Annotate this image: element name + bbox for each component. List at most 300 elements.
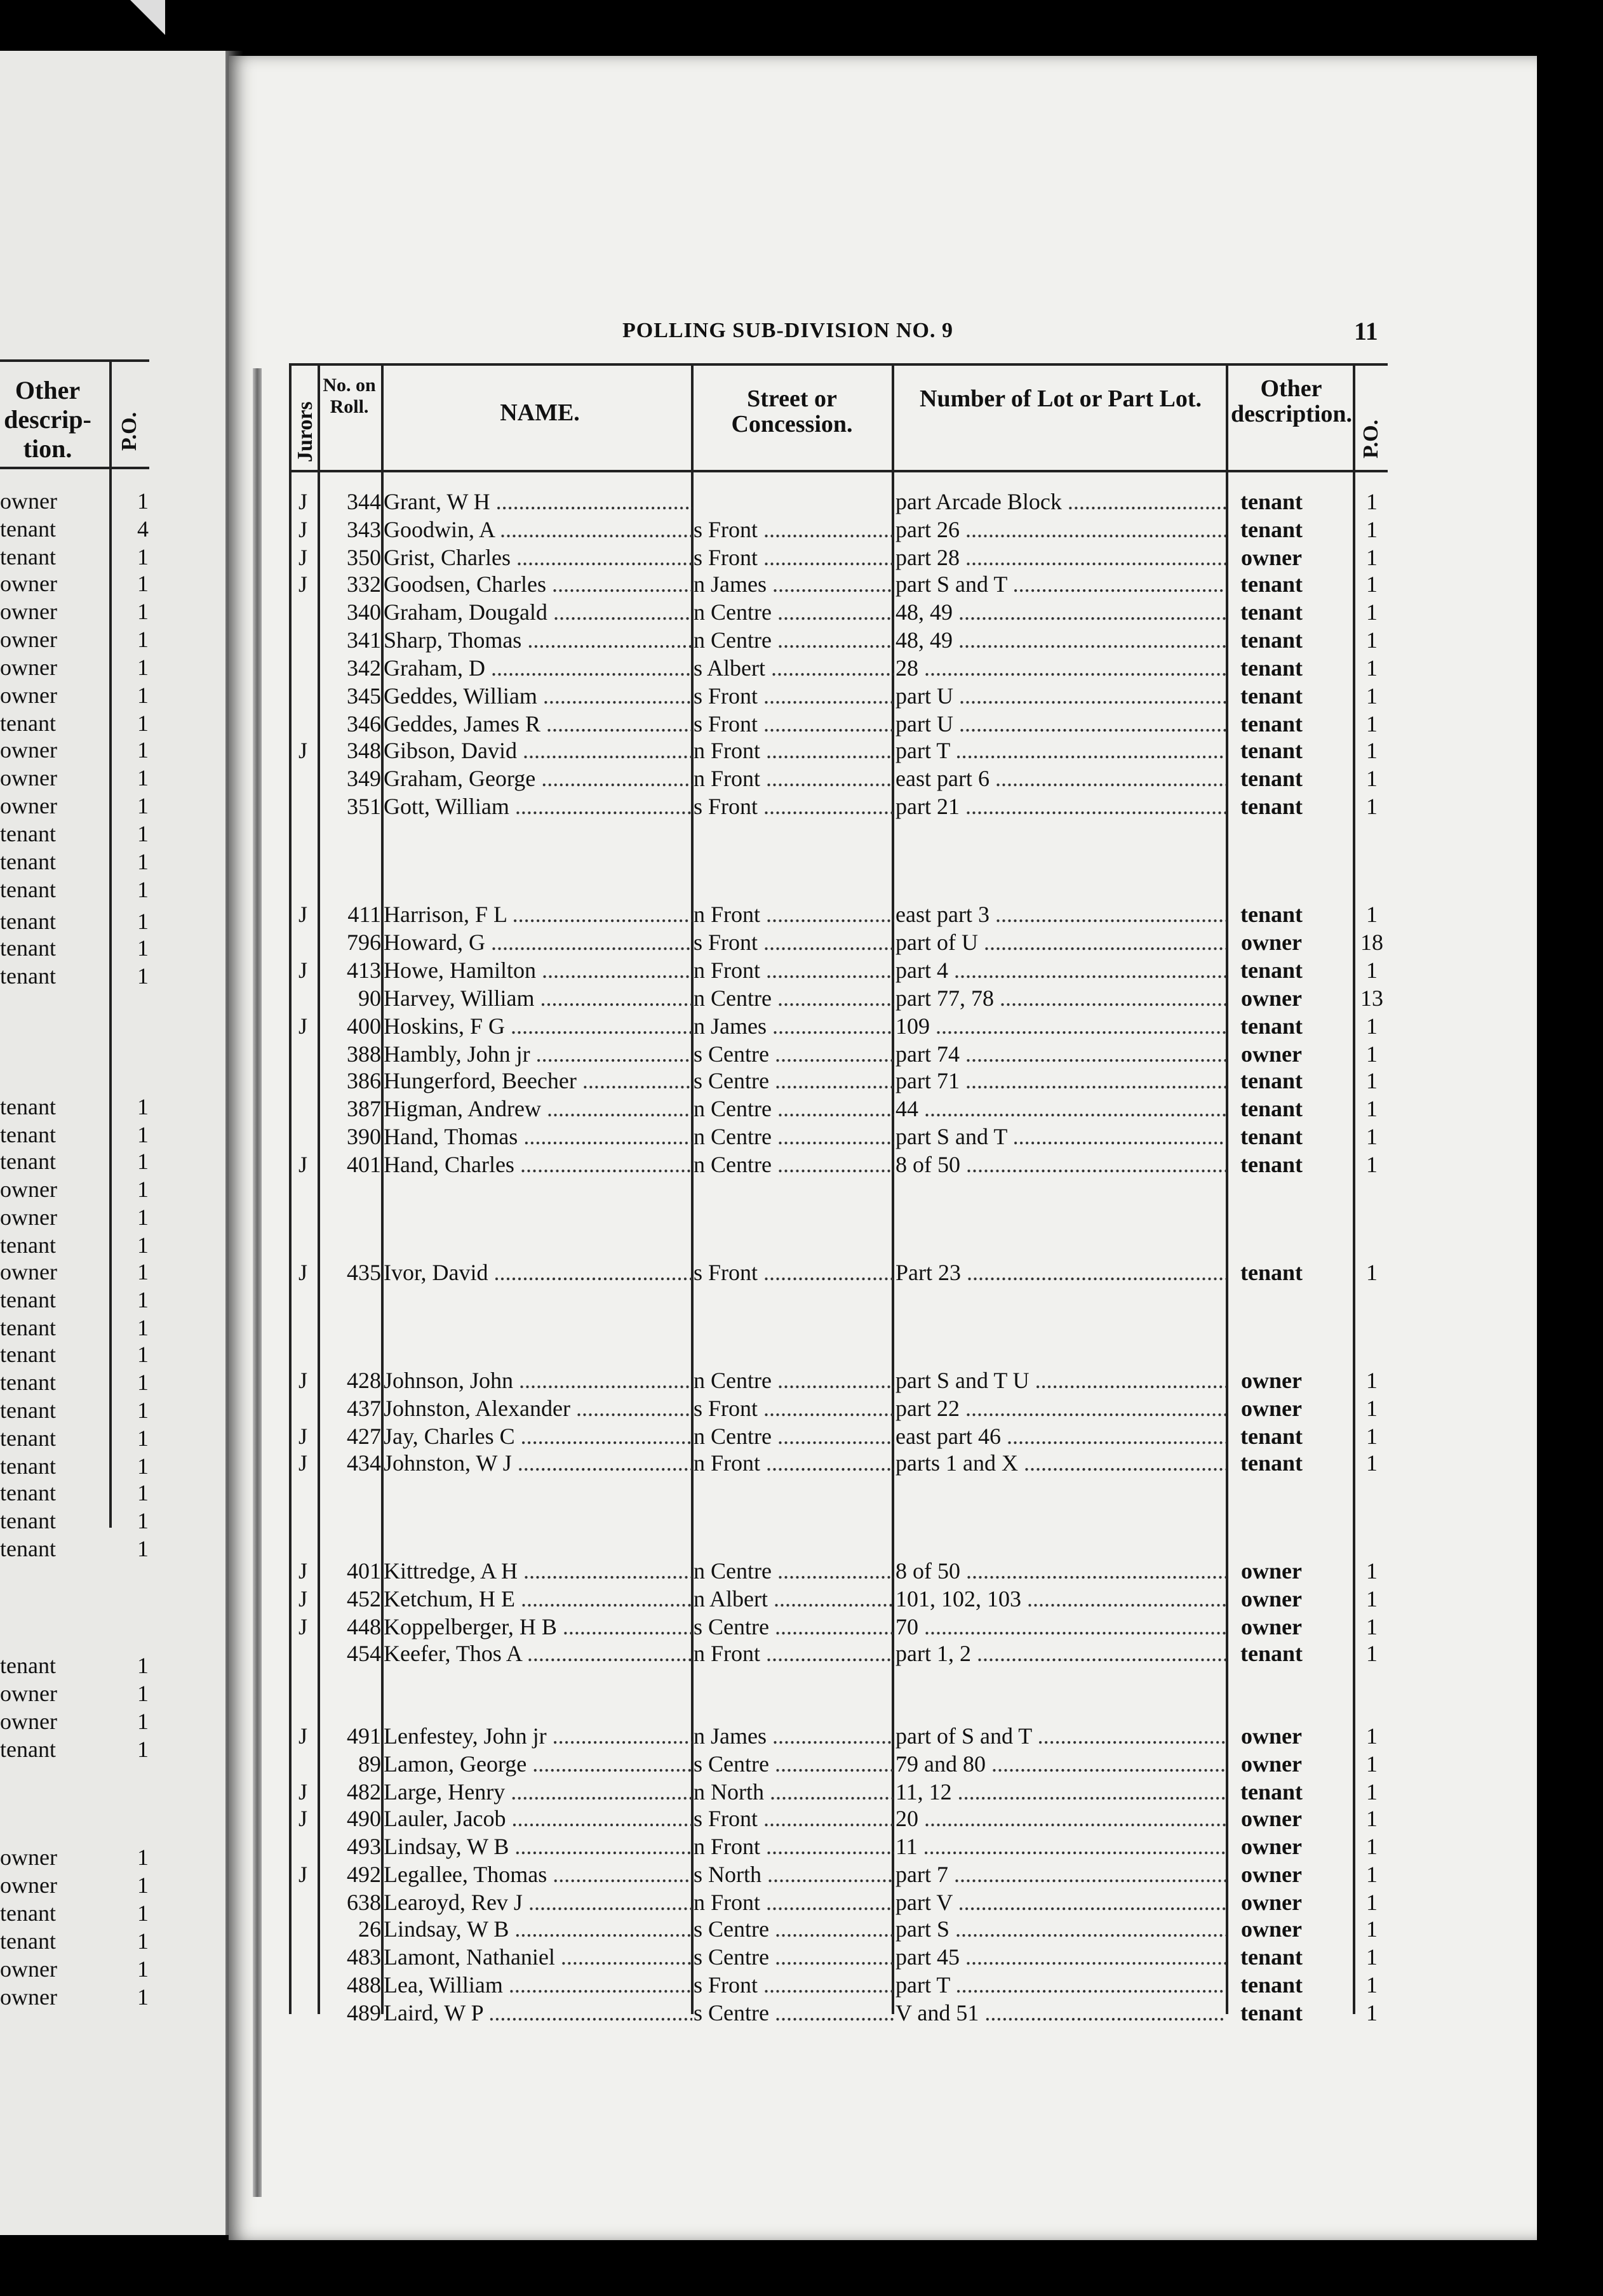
voter-name: Graham, Dougald ..... (384, 598, 692, 626)
other-description: tenant (1240, 571, 1303, 597)
roll-number: 490 (347, 1806, 381, 1831)
left-po-number: 1 (137, 1845, 149, 1870)
lot-number: east part 46 ..... (895, 1422, 1226, 1450)
street-concession: s Front ..... (694, 1805, 894, 1832)
roll-number: 89 (358, 1751, 381, 1777)
header-name: NAME. (500, 399, 580, 426)
lot-number: part 4 ..... (895, 956, 1226, 984)
left-po-header: P.O. (117, 411, 141, 451)
other-description: tenant (1240, 1424, 1303, 1449)
roll-number: 796 (347, 930, 381, 955)
left-po-number: 1 (137, 1480, 149, 1505)
other-description: owner (1241, 1806, 1302, 1831)
other-description: owner (1241, 930, 1302, 955)
left-description: tenant (0, 1094, 56, 1119)
juror-mark: J (298, 1862, 307, 1887)
juror-mark: J (298, 1586, 307, 1612)
other-description: owner (1241, 1368, 1302, 1393)
roll-number: 386 (347, 1068, 381, 1093)
voter-name: Ketchum, H E ..... (384, 1585, 692, 1613)
voter-name: Johnston, Alexander ..... (384, 1394, 692, 1422)
juror-mark: J (298, 1013, 307, 1039)
po-number: 1 (1366, 1944, 1378, 1970)
left-description: owner (0, 571, 57, 596)
lot-number: part of S and T ..... (895, 1722, 1226, 1750)
po-number: 1 (1366, 1424, 1378, 1449)
roll-number: 638 (347, 1890, 381, 1915)
roll-number: 437 (347, 1396, 381, 1421)
table-header-rule (289, 470, 1388, 472)
street-concession: s Front ..... (694, 516, 894, 544)
roll-number: 452 (347, 1586, 381, 1612)
lot-number: part S and T U ..... (895, 1366, 1226, 1394)
street-concession: s Centre ..... (694, 1040, 894, 1068)
voter-name: Lamont, Nathaniel ..... (384, 1943, 692, 1971)
left-po-number: 1 (137, 935, 149, 961)
voter-name: Hand, Thomas ..... (384, 1123, 692, 1151)
po-number: 1 (1366, 1890, 1378, 1915)
other-description: tenant (1240, 655, 1303, 681)
lot-number: 20 ..... (895, 1805, 1226, 1832)
other-description: tenant (1240, 1450, 1303, 1476)
roll-number: 491 (347, 1723, 381, 1749)
other-description: tenant (1240, 1779, 1303, 1805)
voter-name: Howe, Hamilton ..... (384, 956, 692, 984)
roll-number: 351 (347, 794, 381, 819)
po-number: 1 (1366, 711, 1378, 737)
po-number: 1 (1366, 1862, 1378, 1887)
left-po-number: 1 (137, 683, 149, 708)
lot-number: part of U ..... (895, 928, 1226, 956)
other-description: owner (1241, 1558, 1302, 1584)
street-concession: n Centre ..... (694, 1151, 894, 1178)
roll-number: 428 (347, 1368, 381, 1393)
left-po-number: 1 (137, 793, 149, 818)
street-concession: n James ..... (694, 1012, 894, 1040)
roll-number: 482 (347, 1779, 381, 1805)
left-description: tenant (0, 877, 56, 902)
po-number: 1 (1366, 1586, 1378, 1612)
left-po-number: 1 (137, 1315, 149, 1340)
other-description: owner (1241, 1751, 1302, 1777)
voter-name: Harrison, F L ..... (384, 900, 692, 928)
lot-number: part 7 ..... (895, 1860, 1226, 1888)
lot-number: part S and T ..... (895, 570, 1226, 598)
street-concession: n Centre ..... (694, 1095, 894, 1123)
roll-number: 411 (347, 902, 381, 927)
street-concession: s Front ..... (694, 1394, 894, 1422)
po-number: 1 (1366, 599, 1378, 625)
po-number: 1 (1366, 545, 1378, 570)
other-description: owner (1241, 1916, 1302, 1942)
roll-number: 413 (347, 958, 381, 983)
other-description: owner (1241, 1041, 1302, 1067)
roll-number: 435 (347, 1260, 381, 1285)
voter-name: Koppelberger, H B ..... (384, 1613, 692, 1641)
street-concession: n Centre ..... (694, 1123, 894, 1151)
lot-number: part 74 ..... (895, 1040, 1226, 1068)
left-po-number: 1 (137, 1370, 149, 1395)
voter-name: Hoskins, F G ..... (384, 1012, 692, 1040)
po-number: 1 (1366, 794, 1378, 819)
left-po-number: 1 (137, 655, 149, 680)
juror-mark: J (298, 1424, 307, 1449)
street-concession: s Front ..... (694, 928, 894, 956)
voter-name: Hungerford, Beecher ..... (384, 1067, 692, 1095)
left-description: owner (0, 627, 57, 652)
other-description: tenant (1240, 683, 1303, 709)
lot-number: east part 3 ..... (895, 900, 1226, 928)
roll-number: 345 (347, 683, 381, 709)
left-top-rule (0, 359, 149, 362)
left-po-number: 1 (137, 877, 149, 902)
left-description: owner (0, 1681, 57, 1706)
left-description: tenant (0, 711, 56, 736)
left-description: tenant (0, 1315, 56, 1340)
left-description: tenant (0, 963, 56, 989)
po-number: 1 (1366, 1124, 1378, 1149)
left-po-number: 4 (137, 516, 149, 542)
left-description: owner (0, 1205, 57, 1230)
roll-number: 400 (347, 1013, 381, 1039)
left-description: tenant (0, 1508, 56, 1533)
left-po-number: 1 (137, 1287, 149, 1312)
po-number: 1 (1366, 1614, 1378, 1639)
other-description: owner (1241, 1396, 1302, 1421)
voter-name: Goodwin, A ..... (384, 516, 692, 544)
roll-number: 488 (347, 1972, 381, 1998)
lot-number: part T ..... (895, 737, 1226, 764)
lot-number: 109 ..... (895, 1012, 1226, 1040)
left-po-number: 1 (137, 1653, 149, 1678)
juror-mark: J (298, 1779, 307, 1805)
roll-number: 493 (347, 1834, 381, 1859)
lot-number: part S and T ..... (895, 1123, 1226, 1151)
left-description: owner (0, 1872, 57, 1898)
po-number: 1 (1366, 1972, 1378, 1998)
left-description: tenant (0, 1928, 56, 1954)
other-description: tenant (1240, 738, 1303, 763)
other-description: tenant (1240, 627, 1303, 653)
other-description: tenant (1240, 1944, 1303, 1970)
header-po: P.O. (1359, 419, 1383, 458)
left-po-number: 1 (137, 1956, 149, 1982)
left-description: tenant (0, 909, 56, 934)
roll-number: 348 (347, 738, 381, 763)
lot-number: part 26 ..... (895, 516, 1226, 544)
left-header-rule (0, 467, 149, 469)
street-concession: n James ..... (694, 1722, 894, 1750)
left-po-number: 1 (137, 1259, 149, 1285)
lot-number: part 22 ..... (895, 1394, 1226, 1422)
po-number: 1 (1366, 738, 1378, 763)
lot-number: part U ..... (895, 710, 1226, 738)
left-po-number: 1 (137, 1737, 149, 1762)
lot-number: 11, 12 ..... (895, 1778, 1226, 1806)
lot-number: part Arcade Block ..... (895, 488, 1226, 516)
street-concession: s Front ..... (694, 792, 894, 820)
left-po-number: 1 (137, 765, 149, 791)
left-po-number: 1 (137, 544, 149, 570)
voter-name: Hand, Charles ..... (384, 1151, 692, 1178)
other-description: owner (1241, 1862, 1302, 1887)
left-description: tenant (0, 1122, 56, 1147)
voter-name: Grant, W H ..... (384, 488, 692, 516)
juror-mark: J (298, 902, 307, 927)
left-po-number: 1 (137, 1453, 149, 1479)
corner-mark-icon (130, 0, 165, 35)
roll-number: 340 (347, 599, 381, 625)
left-desc-divider (109, 359, 112, 1528)
left-po-number: 1 (137, 1149, 149, 1174)
left-description: owner (0, 1177, 57, 1202)
po-number: 1 (1366, 1368, 1378, 1393)
left-description: tenant (0, 821, 56, 846)
voter-name: Learoyd, Rev J ..... (384, 1888, 692, 1916)
roll-number: 387 (347, 1096, 381, 1121)
lot-number: part 21 ..... (895, 792, 1226, 820)
left-description: owner (0, 655, 57, 680)
divider-po (1353, 363, 1355, 2014)
lot-number: 11 ..... (895, 1832, 1226, 1860)
po-number: 1 (1366, 1751, 1378, 1777)
left-po-number: 1 (137, 571, 149, 596)
voter-name: Legallee, Thomas ..... (384, 1860, 692, 1888)
street-concession: s Centre ..... (694, 1750, 894, 1778)
street-concession: n Front ..... (694, 1888, 894, 1916)
po-number: 1 (1366, 1806, 1378, 1831)
po-number: 1 (1366, 1260, 1378, 1285)
lot-number: part V ..... (895, 1888, 1226, 1916)
juror-mark: J (298, 489, 307, 514)
left-description: tenant (0, 1287, 56, 1312)
street-concession: s Centre ..... (694, 1067, 894, 1095)
street-concession: n North ..... (694, 1778, 894, 1806)
voter-name: Johnson, John ..... (384, 1366, 692, 1394)
left-description: tenant (0, 1536, 56, 1561)
lot-number: 8 of 50 ..... (895, 1151, 1226, 1178)
po-number: 1 (1366, 489, 1378, 514)
po-number: 1 (1366, 1096, 1378, 1121)
left-po-number: 1 (137, 1681, 149, 1706)
voter-name: Harvey, William ..... (384, 984, 692, 1012)
po-number: 1 (1366, 1396, 1378, 1421)
lot-number: part U ..... (895, 682, 1226, 710)
left-po-number: 1 (137, 488, 149, 514)
page-number: 11 (1354, 317, 1378, 345)
roll-number: 26 (358, 1916, 381, 1942)
other-description: owner (1241, 1834, 1302, 1859)
lot-number: part 1, 2 ..... (895, 1639, 1226, 1667)
street-concession: n Front ..... (694, 1832, 894, 1860)
header-jurors: Jurors (293, 401, 317, 462)
street-concession: n Centre ..... (694, 1557, 894, 1585)
roll-number: 483 (347, 1944, 381, 1970)
voter-name: Laird, W P ..... (384, 1999, 692, 2027)
left-description: tenant (0, 935, 56, 961)
roll-number: 434 (347, 1450, 381, 1476)
street-concession: s Front ..... (694, 544, 894, 571)
street-concession: n Centre ..... (694, 1422, 894, 1450)
lot-number: part 77, 78 ..... (895, 984, 1226, 1012)
left-po-number: 1 (137, 1094, 149, 1119)
other-description: owner (1241, 1890, 1302, 1915)
voter-name: Grist, Charles ..... (384, 544, 692, 571)
juror-mark: J (298, 958, 307, 983)
voter-name: Graham, George ..... (384, 764, 692, 792)
roll-number: 341 (347, 627, 381, 653)
left-po-number: 1 (137, 711, 149, 736)
roll-number: 350 (347, 545, 381, 570)
po-number: 13 (1360, 985, 1383, 1011)
divider-desc (1226, 363, 1228, 2014)
other-description: tenant (1240, 1124, 1303, 1149)
page-title: POLLING SUB-DIVISION NO. 9 (622, 319, 953, 342)
voter-name: Sharp, Thomas ..... (384, 626, 692, 654)
other-description: tenant (1240, 489, 1303, 514)
left-po-number: 1 (137, 627, 149, 652)
lot-number: 101, 102, 103 ..... (895, 1585, 1226, 1613)
street-concession: s Front ..... (694, 682, 894, 710)
voter-name: Geddes, William ..... (384, 682, 692, 710)
voter-name: Lindsay, W B ..... (384, 1832, 692, 1860)
left-po-number: 1 (137, 963, 149, 989)
po-number: 1 (1366, 1041, 1378, 1067)
voter-name: Higman, Andrew ..... (384, 1095, 692, 1123)
left-description: owner (0, 1709, 57, 1734)
left-po-number: 1 (137, 1342, 149, 1367)
left-po-number: 1 (137, 849, 149, 874)
other-description: tenant (1240, 1096, 1303, 1121)
left-description: tenant (0, 1232, 56, 1258)
street-concession: n Albert ..... (694, 1585, 894, 1613)
other-description: tenant (1240, 1068, 1303, 1093)
roll-number: 492 (347, 1862, 381, 1887)
header-lot: Number of Lot or Part Lot. (920, 385, 1202, 412)
street-concession: n Front ..... (694, 737, 894, 764)
left-description: tenant (0, 849, 56, 874)
other-description: tenant (1240, 711, 1303, 737)
po-number: 1 (1366, 627, 1378, 653)
lot-number: 48, 49 ..... (895, 598, 1226, 626)
street-concession: n Front ..... (694, 956, 894, 984)
left-description: owner (0, 488, 57, 514)
street-concession: n Centre ..... (694, 626, 894, 654)
juror-mark: J (298, 1614, 307, 1639)
left-description: tenant (0, 1653, 56, 1678)
roll-number: 448 (347, 1614, 381, 1639)
lot-number: part S ..... (895, 1915, 1226, 1943)
voter-name: Lea, William ..... (384, 1971, 692, 1999)
left-po-number: 1 (137, 1984, 149, 2010)
po-number: 1 (1366, 683, 1378, 709)
lot-number: 44 ..... (895, 1095, 1226, 1123)
lot-number: part 45 ..... (895, 1943, 1226, 1971)
other-description: tenant (1240, 958, 1303, 983)
roll-number: 344 (347, 489, 381, 514)
roll-number: 390 (347, 1124, 381, 1149)
left-po-number: 1 (137, 599, 149, 624)
other-description: tenant (1240, 1013, 1303, 1039)
lot-number: 79 and 80 ..... (895, 1750, 1226, 1778)
juror-mark: J (298, 545, 307, 570)
divider-jurors (289, 363, 292, 2014)
po-number: 1 (1366, 1450, 1378, 1476)
left-description: tenant (0, 1149, 56, 1174)
po-number: 1 (1366, 902, 1378, 927)
other-description: tenant (1240, 794, 1303, 819)
voter-name: Gott, William ..... (384, 792, 692, 820)
street-concession: n Front ..... (694, 900, 894, 928)
po-number: 1 (1366, 1641, 1378, 1666)
juror-mark: J (298, 1558, 307, 1584)
left-desc-header: Other description. (4, 376, 91, 463)
other-description: owner (1241, 1723, 1302, 1749)
juror-mark: J (298, 571, 307, 597)
other-description: tenant (1240, 517, 1303, 542)
voter-name: Hambly, John jr ..... (384, 1040, 692, 1068)
roll-number: 342 (347, 655, 381, 681)
left-description: owner (0, 1956, 57, 1982)
left-description: owner (0, 599, 57, 624)
po-number: 1 (1366, 766, 1378, 791)
roll-number: 401 (347, 1152, 381, 1177)
left-po-number: 1 (137, 1872, 149, 1898)
lot-number: Part 23 ..... (895, 1258, 1226, 1286)
left-po-number: 1 (137, 1508, 149, 1533)
left-description: owner (0, 1845, 57, 1870)
po-number: 1 (1366, 517, 1378, 542)
left-po-number: 1 (137, 1122, 149, 1147)
left-po-number: 1 (137, 1425, 149, 1451)
page-binding-edge (253, 368, 262, 2197)
voter-name: Goodsen, Charles ..... (384, 570, 692, 598)
roll-number: 427 (347, 1424, 381, 1449)
left-po-number: 1 (137, 1177, 149, 1202)
other-description: tenant (1240, 1260, 1303, 1285)
po-number: 1 (1366, 1834, 1378, 1859)
juror-mark: J (298, 1723, 307, 1749)
lot-number: east part 6 ..... (895, 764, 1226, 792)
left-po-number: 1 (137, 1709, 149, 1734)
voter-name: Gibson, David ..... (384, 737, 692, 764)
street-concession: n Front ..... (694, 1449, 894, 1477)
voter-name: Geddes, James R ..... (384, 710, 692, 738)
other-description: owner (1241, 1586, 1302, 1612)
street-concession: s Centre ..... (694, 1943, 894, 1971)
left-description: owner (0, 793, 57, 818)
other-description: owner (1241, 1614, 1302, 1639)
lot-number: 48, 49 ..... (895, 626, 1226, 654)
left-description: tenant (0, 1453, 56, 1479)
street-concession: n James ..... (694, 570, 894, 598)
left-description: tenant (0, 1342, 56, 1367)
po-number: 1 (1366, 2000, 1378, 2026)
po-number: 1 (1366, 1068, 1378, 1093)
left-po-number: 1 (137, 1398, 149, 1423)
po-number: 1 (1366, 571, 1378, 597)
street-concession: s Front ..... (694, 1971, 894, 1999)
roll-number: 401 (347, 1558, 381, 1584)
lot-number: 28 ..... (895, 654, 1226, 682)
juror-mark: J (298, 1368, 307, 1393)
juror-mark: J (298, 1152, 307, 1177)
roll-number: 489 (347, 2000, 381, 2026)
voter-name: Kittredge, A H ..... (384, 1557, 692, 1585)
voter-name: Lindsay, W B ..... (384, 1915, 692, 1943)
roll-number: 343 (347, 517, 381, 542)
po-number: 1 (1366, 1558, 1378, 1584)
